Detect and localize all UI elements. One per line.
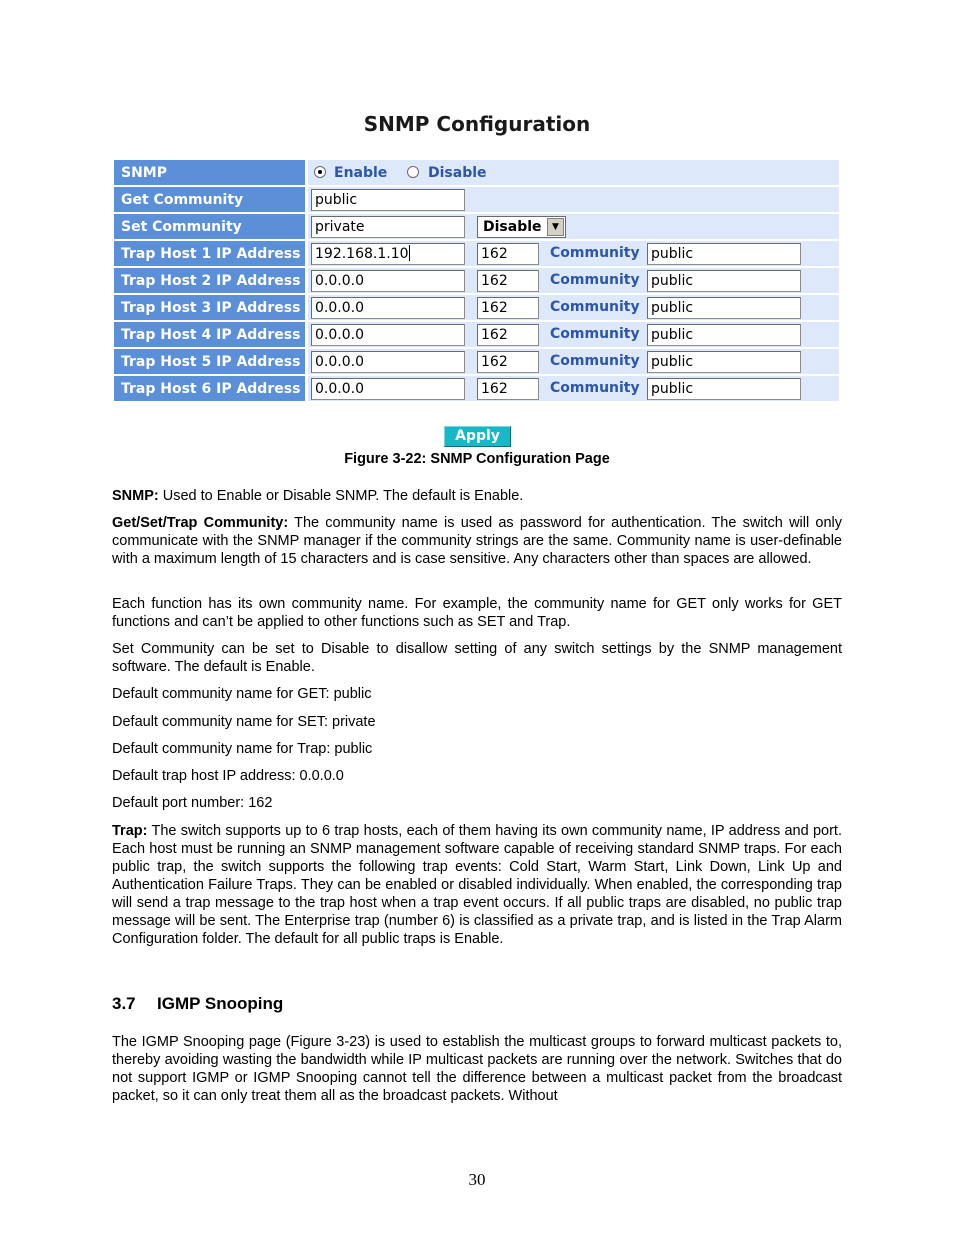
trap-host-label: Trap Host 4 IP Address <box>114 322 308 347</box>
community-label: Community <box>550 272 640 288</box>
trap-host-row <box>114 322 839 347</box>
trap-host-row <box>114 349 839 374</box>
trap-host-ip-input[interactable]: 0.0.0.0 <box>311 378 465 400</box>
set-community-select[interactable] <box>477 216 566 238</box>
trap-host-ip-input[interactable]: 0.0.0.0 <box>311 297 465 319</box>
trap-host-row <box>114 376 839 401</box>
trap-host-label: Trap Host 1 IP Address <box>114 241 308 266</box>
enable-radio[interactable] <box>314 166 326 178</box>
community-label: Community <box>550 380 640 396</box>
get-community-input[interactable]: public <box>311 189 465 211</box>
text-cursor <box>409 245 410 261</box>
figure-caption: Figure 3-22: SNMP Configuration Page <box>344 451 610 467</box>
apply-button[interactable]: Apply <box>444 426 511 447</box>
figure-title: SNMP Configuration <box>363 112 591 136</box>
trap-host-port-input[interactable]: 162 <box>477 378 539 400</box>
get-community-row <box>114 187 839 212</box>
disable-radio[interactable] <box>407 166 419 178</box>
community-label: Community <box>550 299 640 315</box>
default-trap-text: Default community name for Trap: public <box>112 741 373 757</box>
set-community-select-value: Disable <box>483 219 542 235</box>
trap-host-port-input[interactable]: 162 <box>477 243 539 265</box>
enable-radio-label: Enable <box>334 165 388 181</box>
trap-host-community-input[interactable]: public <box>647 351 801 373</box>
trap-host-ip-input[interactable]: 0.0.0.0 <box>311 351 465 373</box>
trap-host-community-input[interactable]: public <box>647 297 801 319</box>
trap-host-label: Trap Host 2 IP Address <box>114 268 308 293</box>
trap-host-community-input[interactable]: public <box>647 378 801 400</box>
default-get-text: Default community name for GET: public <box>112 686 372 702</box>
community-label: Community <box>550 245 640 261</box>
community-label: Community <box>550 353 640 369</box>
snmp-config-table <box>114 158 839 403</box>
set-community-input[interactable]: private <box>311 216 465 238</box>
igmp-paragraph: The IGMP Snooping page (Figure 3-23) is used to establish the multicast groups to forward multicast packets to, thereby avoiding wasting the bandwidth while IP multicast packets are running over the network. Switches that do not support IGMP or IGMP Snooping cannot tell the difference between a multicast packet from the broadcast packet, so it can only treat them all as the broadcast packets. Without <box>112 1034 842 1104</box>
trap-host-port-input[interactable]: 162 <box>477 351 539 373</box>
trap-host-community-input[interactable]: public <box>647 270 801 292</box>
snmp-paragraph: SNMP: Used to Enable or Disable SNMP. The default is Enable. <box>112 488 524 504</box>
section-heading: 3.7 IGMP Snooping <box>112 994 284 1013</box>
get-community-label: Get Community <box>114 187 308 212</box>
community-paragraph: Get/Set/Trap Community: The community name is used as password for authentication. The switch will only communicate with the SNMP manager if the community strings are the same. Community name is user-definable with a maximum length of 15 characters and is case sensitive. Any characters other than spaces are allowed. <box>112 515 842 567</box>
default-set-text: Default community name for SET: private <box>112 714 376 730</box>
snmp-row <box>114 160 839 185</box>
page-number: 30 <box>468 1170 486 1189</box>
disable-radio-label: Disable <box>428 165 487 181</box>
snmp-label: SNMP <box>114 160 308 185</box>
each-function-paragraph: Each function has its own community name. For example, the community name for GET only works for GET functions and can’t be applied to other functions such as SET and Trap. <box>112 596 842 630</box>
set-community-row <box>114 214 839 239</box>
trap-host-port-input[interactable]: 162 <box>477 270 539 292</box>
trap-host-row <box>114 268 839 293</box>
community-label: Community <box>550 326 640 342</box>
trap-host-row <box>114 241 839 266</box>
trap-host-community-input[interactable]: public <box>647 243 801 265</box>
trap-host-label: Trap Host 5 IP Address <box>114 349 308 374</box>
trap-host-label: Trap Host 6 IP Address <box>114 376 308 401</box>
default-ip-text: Default trap host IP address: 0.0.0.0 <box>112 768 344 784</box>
trap-host-port-input[interactable]: 162 <box>477 324 539 346</box>
trap-host-port-input[interactable]: 162 <box>477 297 539 319</box>
default-port-text: Default port number: 162 <box>112 795 273 811</box>
trap-host-row <box>114 295 839 320</box>
set-community-label: Set Community <box>114 214 308 239</box>
trap-paragraph: Trap: The switch supports up to 6 trap hosts, each of them having its own community name, IP address and port. Each host must be running an SNMP management software capable of receiving standard SNMP traps. For each public trap, the switch supports the following trap events: Cold Start, Warm Start, Link Down, Link Up and Authentication Failure Traps. They can be enabled or disabled individually. When enabled, the corresponding trap will send a trap message to the trap host when a trap event occurs. If all public traps are disabled, no public trap message will be sent. The Enterprise trap (number 6) is classified as a private trap, and is listed in the Trap Alarm Configuration folder. The default for all public traps is Enable. <box>112 823 842 947</box>
trap-host-ip-input[interactable]: 0.0.0.0 <box>311 270 465 292</box>
set-community-paragraph: Set Community can be set to Disable to disallow setting of any switch settings by the SNMP management software. The default is Enable. <box>112 641 842 675</box>
chevron-down-icon[interactable]: ▼ <box>547 218 564 236</box>
trap-host-community-input[interactable]: public <box>647 324 801 346</box>
trap-host-ip-input[interactable]: 0.0.0.0 <box>311 324 465 346</box>
trap-host-ip-input[interactable]: 192.168.1.10 <box>311 243 465 265</box>
trap-host-label: Trap Host 3 IP Address <box>114 295 308 320</box>
